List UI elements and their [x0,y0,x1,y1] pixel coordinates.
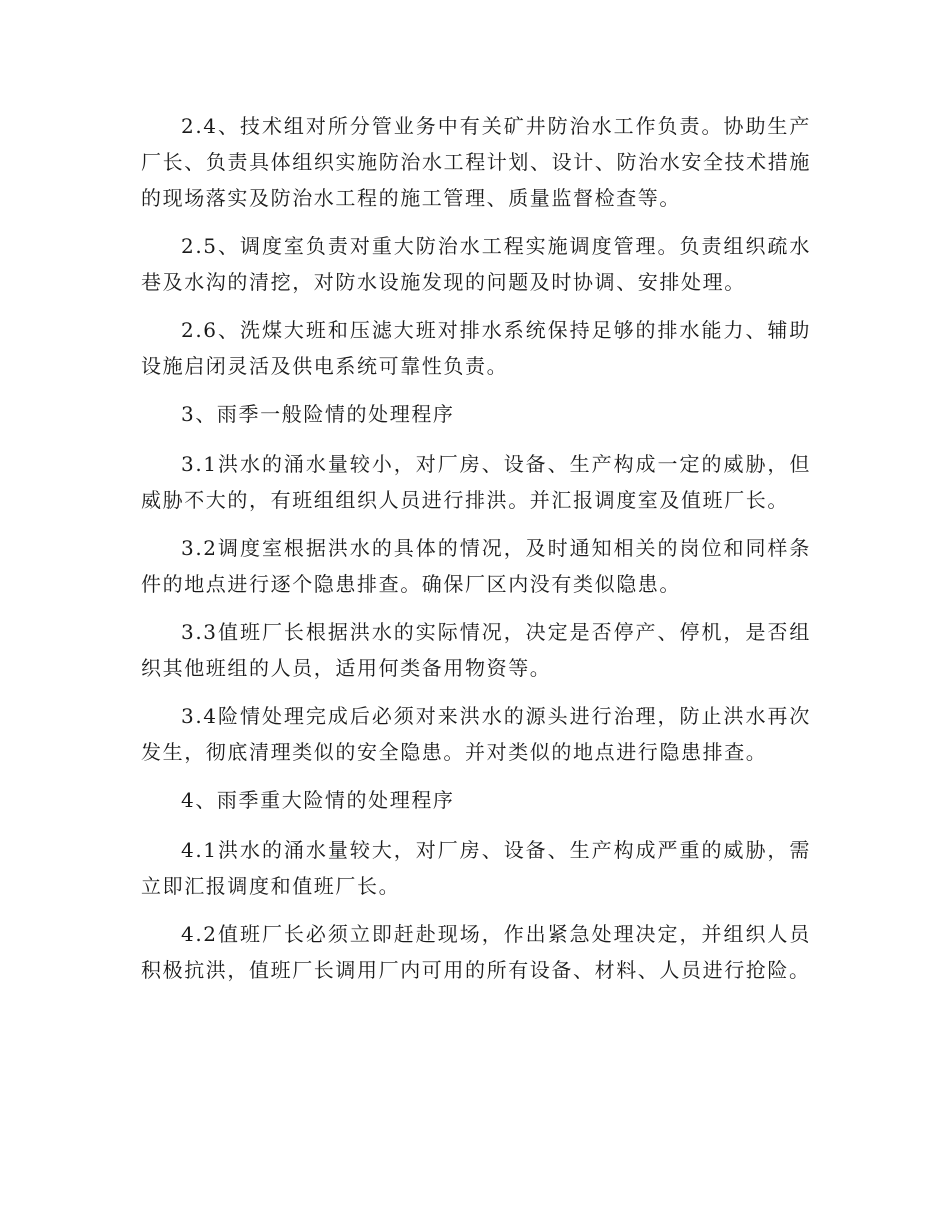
document-page [141,108,811,1000]
paragraph-2-4: 2.4、技术组对所分管业务中有关矿井防治水工作负责。协助生产厂长、负责具体组织实施防治水工程计划、设计、防治水安全技术措施的现场落实及防治水工程的施工管理、质量监督检查等。 [141,114,811,210]
section-heading-4: 4、雨季重大险情的处理程序 [181,788,455,812]
paragraph-3-4: 3.4险情处理完成后必须对来洪水的源头进行治理，防止洪水再次发生，彻底清理类似的安全隐患。并对类似的地点进行隐患排查。 [141,704,811,764]
section-heading-3: 3、雨季一般险情的处理程序 [181,402,455,426]
paragraph-2-5: 2.5、调度室负责对重大防治水工程实施调度管理。负责组织疏水巷及水沟的清挖，对防水设施发现的问题及时协调、安排处理。 [141,234,811,294]
paragraph-4-1: 4.1洪水的涌水量较大，对厂房、设备、生产构成严重的威胁，需立即汇报调度和值班厂长。 [141,838,811,898]
paragraph-3-2: 3.2调度室根据洪水的具体的情况，及时通知相关的岗位和同样条件的地点进行逐个隐患排查。确保厂区内没有类似隐患。 [141,536,811,596]
paragraph-3-3: 3.3值班厂长根据洪水的实际情况，决定是否停产、停机，是否组织其他班组的人员，适用何类备用物资等。 [141,620,811,680]
paragraph-3-1: 3.1洪水的涌水量较小，对厂房、设备、生产构成一定的威胁，但威胁不大的，有班组组织人员进行排洪。并汇报调度室及值班厂长。 [141,452,811,512]
paragraph-2-6: 2.6、洗煤大班和压滤大班对排水系统保持足够的排水能力、辅助设施启闭灵活及供电系统可靠性负责。 [141,318,811,378]
paragraph-4-2: 4.2值班厂长必须立即赶赴现场，作出紧急处理决定，并组织人员积极抗洪，值班厂长调用厂内可用的所有设备、材料、人员进行抢险。 [141,922,811,982]
